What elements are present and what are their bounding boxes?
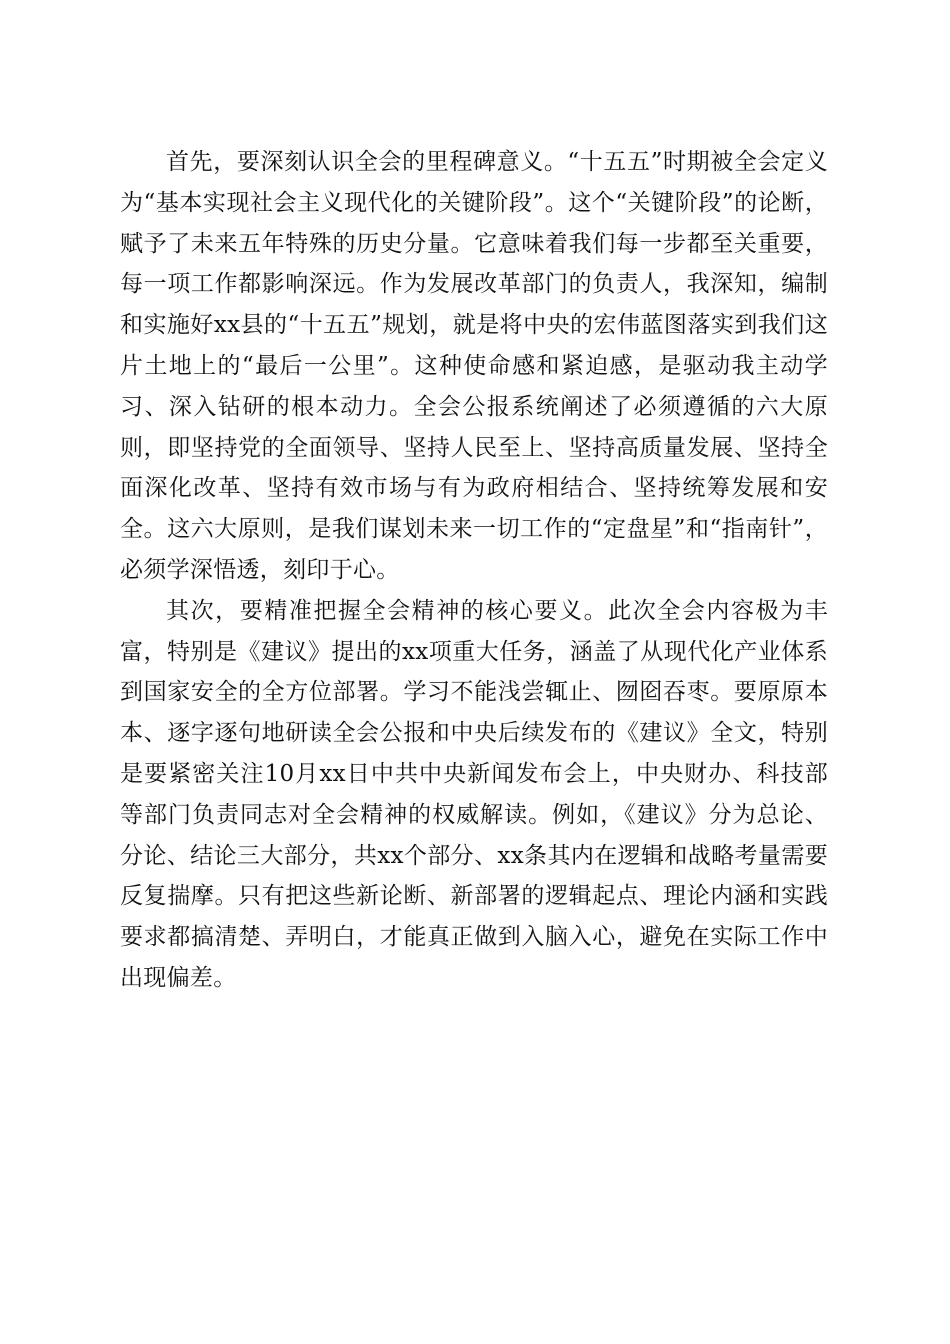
paragraph-2: 其次，要精准把握全会精神的核心要义。此次全会内容极为丰富，特别是《建议》提出的xx项重大任务，涵盖了从现代化产业体系到国家安全的全方位部署。学习不能浅尝辄止、囫囵吞枣。要原原本本、逐字逐句地研读全会公报和中央后续发布的《建议》全文，特别是要紧密关注10月xx日中共中央新闻发布会上，中央财办、科技部等部门负责同志对全会精神的权威解读。例如，《建议》分为总论、分论、结论三大部分，共xx个部分、xx条其内在逻辑和战略考量需要反复揣摩。只有把这些新论断、新部署的逻辑起点、理论内涵和实践要求都搞清楚、弄明白，才能真正做到入脑入心，避免在实际工作中出现偏差。 <box>120 597 828 991</box>
paragraph-1: 首先，要深刻认识全会的里程碑意义。“十五五”时期被全会定义为“基本实现社会主义现代化的关键阶段”。这个“关键阶段”的论断，赋予了未来五年特殊的历史分量。它意味着我们每一步都至关重要，每一项工作都影响深远。作为发展改革部门的负责人，我深知，编制和实施好xx县的“十五五”规划，就是将中央的宏伟蓝图落实到我们这片土地上的“最后一公里”。这种使命感和紧迫感，是驱动我主动学习、深入钻研的根本动力。全会公报系统阐述了必须遵循的六大原则，即坚持党的全面领导、坚持人民至上、坚持高质量发展、坚持全面深化改革、坚持有效市场与有为政府相结合、坚持统筹发展和安全。这六大原则，是我们谋划未来一切工作的“定盘星”和“指南针”，必须学深悟透，刻印于心。 <box>120 149 828 583</box>
document-body <box>120 142 828 999</box>
